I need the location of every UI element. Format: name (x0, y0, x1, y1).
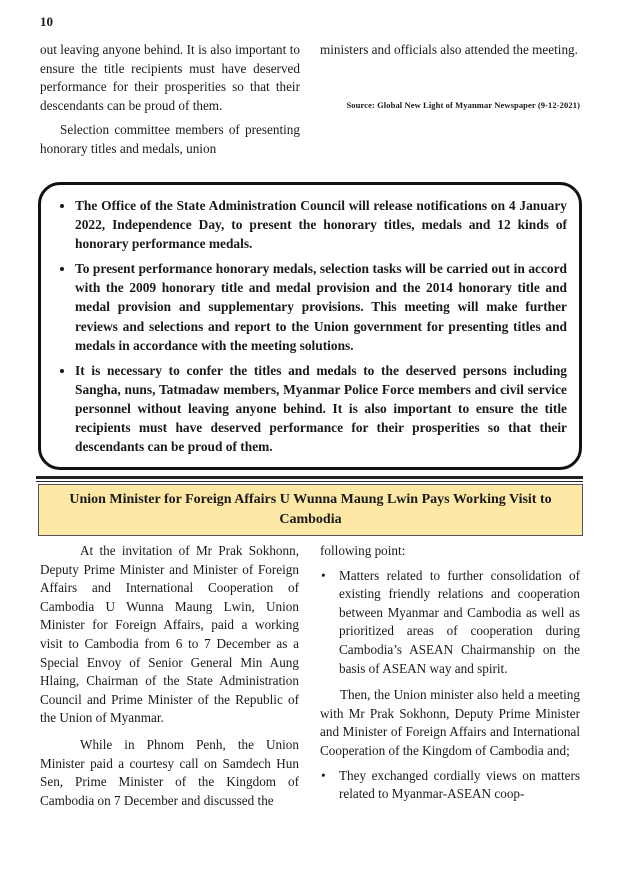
summary-box (38, 182, 582, 470)
section-divider-thin (36, 481, 583, 482)
article-bullet-list (320, 767, 580, 804)
article-paragraph: Then, the Union minister also held a meeting with Mr Prak Sokhonn, Deputy Prime Minister and Minister of Foreign Affairs and International Cooperation of the Kingdom of Cambodia and; (320, 687, 580, 758)
article-headline: Union Minister for Foreign Affairs U Wunna Maung Lwin Pays Working Visit to Cambodia (38, 484, 583, 536)
bullet-text: Matters related to further consolidation of existing friendly relations and cooperation between Myanmar and Cambodia as well as prioritized areas of cooperation during Cambodia’s ASEAN Chairmanship on the basis of ASEAN way and spirit. (339, 567, 580, 676)
top-left-column (40, 41, 300, 159)
committee-paragraph: Selection committee members of presenting honorary titles and medals, union (40, 122, 300, 156)
bullet-text: They exchanged cordially views on matters related to Myanmar-ASEAN coop- (339, 767, 580, 802)
top-right-column (320, 41, 580, 110)
summary-bullet: • It is necessary to confer the titles and medals to the deserved persons including Sangha, nuns, Tatmadaw members, Myanmar Police Force members and civil service personnel without leaving anyone behind. It is also important to ensure the title recipients must have deserved performance for their prosperities so that their descendants can be proud of them. (75, 361, 567, 456)
bullet-icon: • (321, 567, 326, 583)
article-paragraph: At the invitation of Mr Prak Sokhonn, Deputy Prime Minister and Minister of Foreign Affairs and International Cooperation of Cambodia U Wunna Maung Lwin, Union Minister for Foreign Affairs, paid a working visit to Cambodia from 6 to 7 December as a Special Envoy of Senior General Min Aung Hlaing, Chairman of the State Administration Council and Prime Minister of the Republic of the Union of Myanmar. (40, 543, 299, 726)
source-citation: Source: Global New Light of Myanmar Newspaper (9-12-2021) (346, 99, 580, 110)
bullet-icon: • (321, 767, 326, 783)
list-item (320, 567, 580, 679)
article-left-column (40, 542, 299, 810)
summary-bullet: • To present performance honorary medals, selection tasks will be carried out in accord with the 2009 honorary title and medal provision and the 2014 honorary title and medal provision and supplementary provisions. This meeting will make further reviews and selections and report to the Union government for presenting titles and medals in accordance with the meeting solutions. (75, 259, 567, 354)
article-paragraph: While in Phnom Penh, the Union Minister paid a courtesy call on Samdech Hun Sen, Prime Minister of the Kingdom of Cambodia on 7 December and discussed the (40, 736, 299, 808)
summary-list (53, 196, 567, 456)
continued-paragraph: out leaving anyone behind. It is also important to ensure the title recipients must have deserved performance for their prosperities so that their descendants can be proud of them. (40, 42, 300, 113)
section-divider-thick (36, 476, 583, 479)
attendance-paragraph: ministers and officials also attended the meeting. (320, 42, 578, 57)
article-bullet-list (320, 567, 580, 679)
list-item (320, 767, 580, 804)
article-right-column (320, 542, 580, 804)
summary-bullet: • The Office of the State Administration Council will release notifications on 4 January 2022, Independence Day, to present the honorary titles, medals and 12 kinds of honorary performance medals. (75, 196, 567, 253)
page-number: 10 (40, 14, 53, 29)
article-paragraph: following point: (320, 543, 406, 558)
